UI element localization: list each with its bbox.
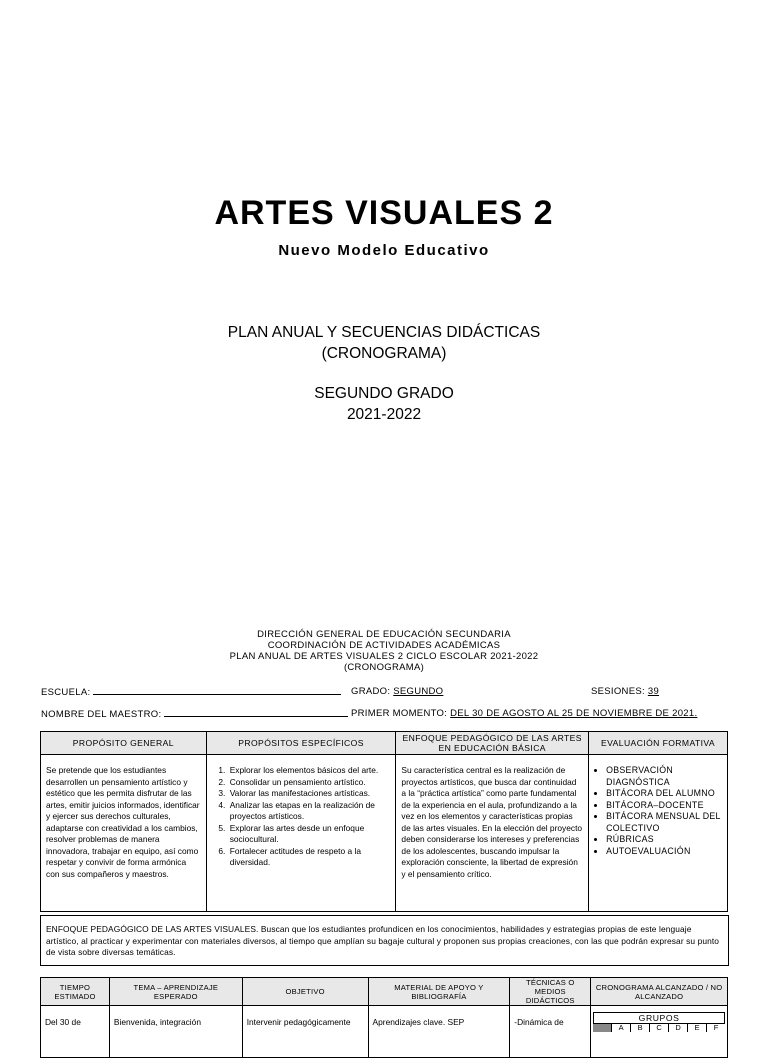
enfoque-text: Su característica central es la realización de proyectos artísticos, que busca dar continuidad a la “práctica artística” como parte fundamental de la experiencia en el aula, profundizando a la vez en los elementos y características propias de las artes visuales. En la elección del proyecto deben considerarse los intereses y preferencias de los adolescentes, buscando impulsar la exploración consciente, la libertad de expresión y el pensamiento crítico. bbox=[401, 765, 583, 879]
cell-tema: Bienvenida, integración bbox=[109, 1006, 242, 1058]
school-year: 2021-2022 bbox=[346, 406, 422, 423]
header-cronograma: CRONOGRAMA ALCANZADO / NO ALCANZADO bbox=[591, 978, 728, 1006]
propositos-especificos-list bbox=[212, 765, 391, 869]
header-material: MATERIAL DE APOYO Y BIBLIOGRAFÍA bbox=[368, 978, 510, 1006]
grupos-label: GRUPOS bbox=[593, 1012, 725, 1024]
grupo-d[interactable]: D bbox=[668, 1024, 687, 1032]
proposito-general-cell bbox=[41, 755, 207, 912]
grade-heading: SEGUNDO GRADO bbox=[314, 385, 454, 402]
momento-value: DEL 30 DE AGOSTO AL 25 DE NOVIEMBRE DE 2021. bbox=[450, 708, 698, 719]
grado-value: SEGUNDO bbox=[393, 686, 444, 697]
momento-label: PRIMER MOMENTO: bbox=[351, 708, 448, 719]
cell-objetivo: Intervenir pedagógicamente bbox=[242, 1006, 368, 1058]
list-item: • RÚBRICAS bbox=[606, 834, 722, 846]
escuela-blank[interactable] bbox=[93, 686, 341, 695]
header-tiempo: TIEMPO ESTIMADO bbox=[41, 978, 110, 1006]
proposito-general-text: Se pretende que los estudiantes desarrollen un pensamiento artístico y estético que les permita disfrutar de las artes, emitir juicios informados, identificar y ejercer sus derechos culturales, adaptarse con creatividad a los cambios, resolver problemas de manera innovadora, trabajar en equipo, así como respetar y convivir de forma armónica con sus compañeros y maestros. bbox=[46, 765, 200, 879]
purposes-table-header-row bbox=[41, 732, 728, 755]
header-proposito-general: PROPÓSITO GENERAL bbox=[41, 732, 207, 755]
institution-line3: PLAN ANUAL DE ARTES VISUALES 2 CICLO ESCOLAR 2021-2022 bbox=[229, 651, 539, 662]
escuela-field bbox=[41, 686, 341, 698]
header-objetivo: OBJETIVO bbox=[242, 978, 368, 1006]
evaluacion-cell bbox=[589, 755, 728, 912]
maestro-label: NOMBRE DEL MAESTRO: bbox=[41, 709, 162, 720]
institution-line2: COORDINACIÓN DE ACTIVIDADES ACADÉMICAS bbox=[267, 640, 501, 651]
institution-line4: (CRONOGRAMA) bbox=[343, 662, 425, 673]
evaluacion-list bbox=[594, 765, 722, 857]
maestro-blank[interactable] bbox=[164, 708, 348, 717]
grupo-b[interactable]: B bbox=[630, 1024, 649, 1032]
header-evaluacion-formativa: EVALUACIÓN FORMATIVA bbox=[589, 732, 728, 755]
list-item: 5. Explorar las artes desde un enfoque sociocultural. bbox=[228, 823, 391, 846]
list-item: 3. Valorar las manifestaciones artísticas. bbox=[228, 788, 391, 800]
grupo-f[interactable]: F bbox=[706, 1024, 725, 1032]
cell-tecnicas: -Dinámica de bbox=[510, 1006, 591, 1058]
sesiones-value: 39 bbox=[647, 686, 660, 697]
sesiones-field bbox=[591, 686, 659, 697]
grupo-e[interactable]: E bbox=[687, 1024, 706, 1032]
grupo-blank bbox=[593, 1024, 611, 1032]
list-item: • BITÁCORA MENSUAL DEL COLECTIVO bbox=[606, 811, 722, 834]
plan-title-line2: (CRONOGRAMA) bbox=[321, 345, 447, 362]
escuela-label: ESCUELA: bbox=[41, 687, 91, 698]
cell-cronograma bbox=[591, 1006, 728, 1058]
document-title: ARTES VISUALES 2 bbox=[214, 194, 554, 232]
list-item: 6. Fortalecer actitudes de respeto a la diversidad. bbox=[228, 846, 391, 869]
list-item: • BITÁCORA DEL ALUMNO bbox=[606, 788, 722, 800]
sesiones-label: SESIONES: bbox=[591, 686, 645, 697]
purposes-table bbox=[40, 731, 728, 912]
grupo-c[interactable]: C bbox=[649, 1024, 668, 1032]
enfoque-artes-visuales-box: ENFOQUE PEDAGÓGICO DE LAS ARTES VISUALES. Buscan que los estudiantes profundicen en los conocimientos, habilidades y estrategias propias de este lenguaje artístico, al practicar y experimentar con materiales diversos, al tiempo que amplían su bagaje cultural y proponen sus propias creaciones, con las que podrán expresar su punto de vista sobre diversas temáticas. bbox=[40, 915, 729, 966]
document-subtitle: Nuevo Modelo Educativo bbox=[278, 242, 490, 259]
list-item: • BITÁCORA–DOCENTE bbox=[606, 800, 722, 812]
enfoque-cell bbox=[396, 755, 589, 912]
schedule-table bbox=[40, 977, 728, 1058]
momento-field bbox=[351, 708, 697, 719]
grupos-letters bbox=[593, 1024, 725, 1032]
plan-title-line1: PLAN ANUAL Y SECUENCIAS DIDÁCTICAS bbox=[227, 324, 541, 341]
header-tecnicas: TÉCNICAS O MEDIOS DIDÁCTICOS bbox=[510, 978, 591, 1006]
header-propositos-especificos: PROPÓSITOS ESPECÍFICOS bbox=[206, 732, 396, 755]
purposes-table-row bbox=[41, 755, 728, 912]
grado-field bbox=[351, 686, 443, 697]
header-tema: TEMA – APRENDIZAJE ESPERADO bbox=[109, 978, 242, 1006]
schedule-header-row bbox=[41, 978, 728, 1006]
cell-tiempo: Del 30 de bbox=[41, 1006, 110, 1058]
list-item: • AUTOEVALUACIÓN bbox=[606, 846, 722, 858]
institution-line1: DIRECCIÓN GENERAL DE EDUCACIÓN SECUNDARIA bbox=[257, 629, 511, 640]
grupo-a[interactable]: A bbox=[611, 1024, 630, 1032]
table-row bbox=[41, 1006, 728, 1058]
list-item: 1. Explorar los elementos básicos del arte. bbox=[228, 765, 391, 777]
list-item: 2. Consolidar un pensamiento artístico. bbox=[228, 777, 391, 789]
list-item: 4. Analizar las etapas en la realización de proyectos artísticos. bbox=[228, 800, 391, 823]
cell-material: Aprendizajes clave. SEP bbox=[368, 1006, 510, 1058]
header-enfoque-pedagogico: ENFOQUE PEDAGÓGICO DE LAS ARTES EN EDUCACIÓN BÁSICA bbox=[396, 732, 589, 755]
list-item: • OBSERVACIÓN DIAGNÓSTICA bbox=[606, 765, 722, 788]
propositos-especificos-cell bbox=[206, 755, 396, 912]
maestro-field bbox=[41, 708, 348, 720]
grado-label: GRADO: bbox=[351, 686, 391, 697]
